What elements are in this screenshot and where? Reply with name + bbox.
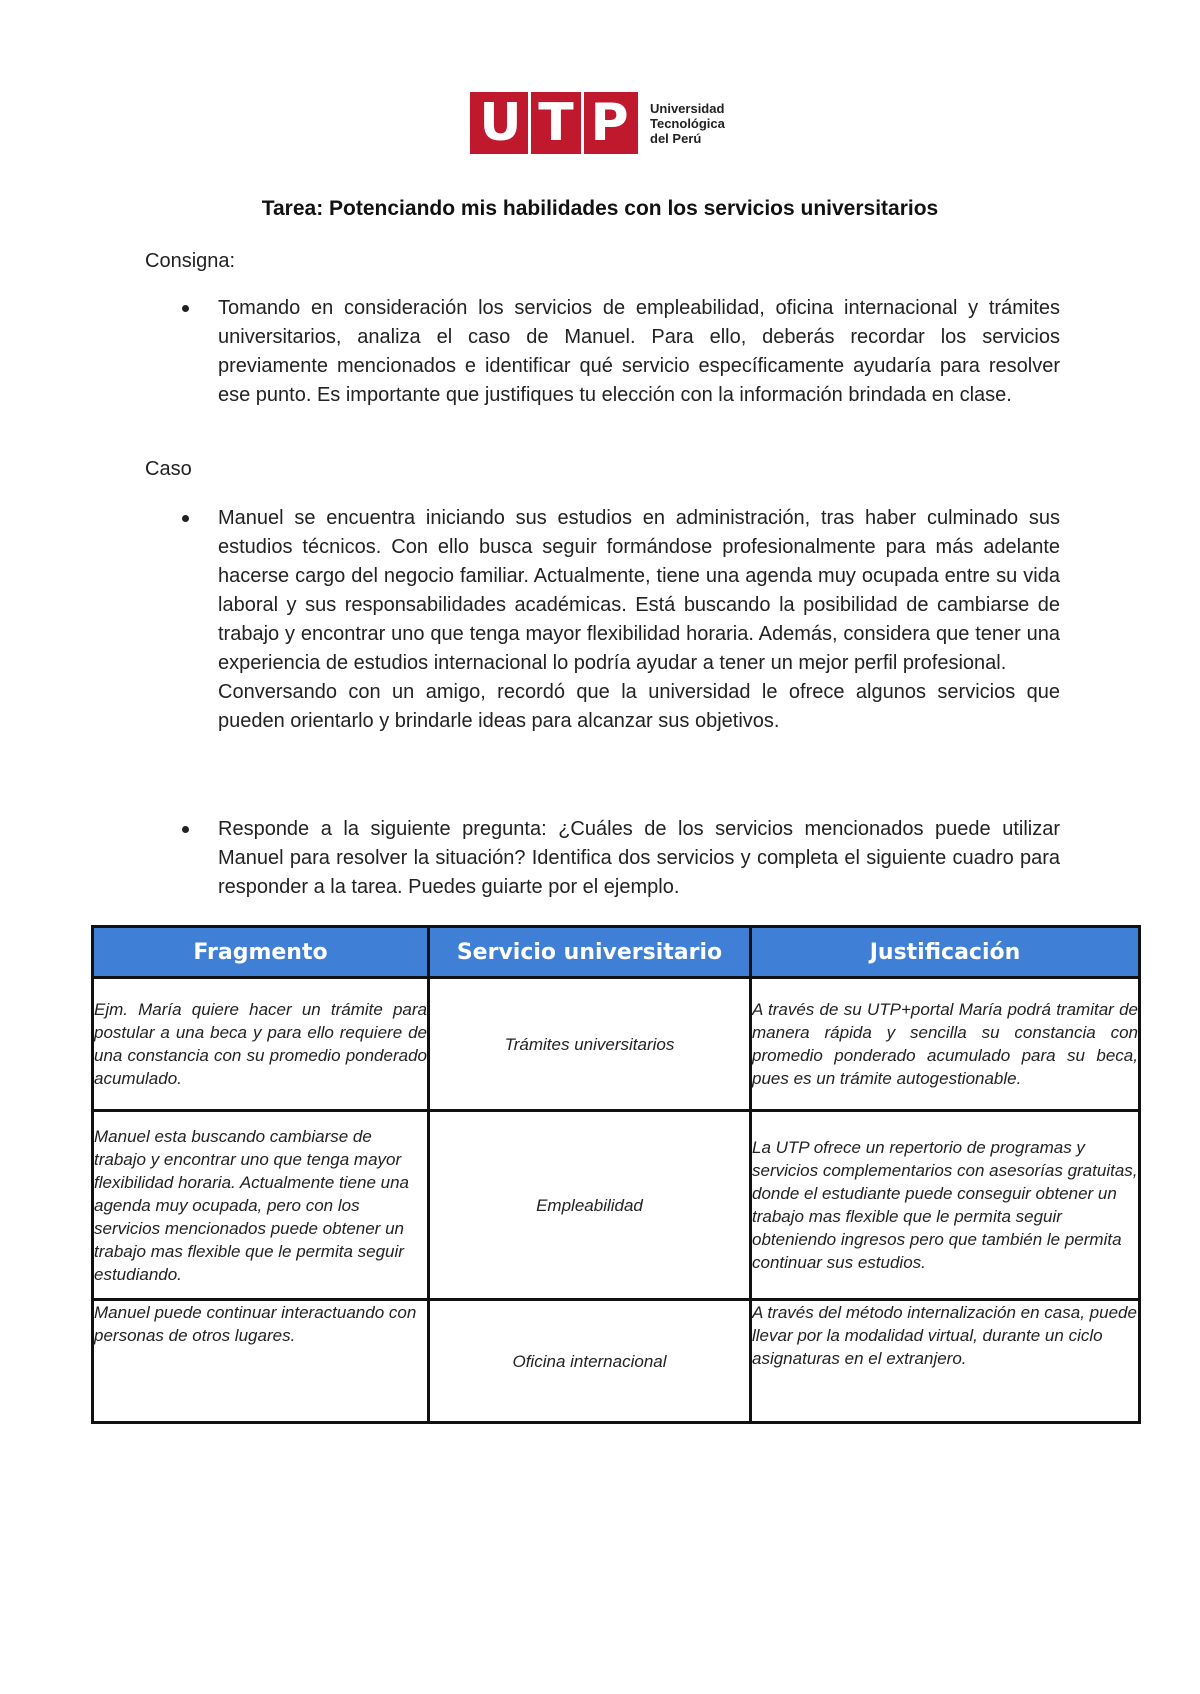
caso-label: Caso [145, 458, 192, 480]
servicio-cell: Oficina internacional [429, 1300, 751, 1423]
header-justificacion: Justificación [751, 927, 1140, 978]
table-row [93, 978, 1140, 1111]
servicio-cell: Empleabilidad [429, 1111, 751, 1300]
header-servicio: Servicio universitario [429, 927, 751, 978]
justificacion-cell: A través del método internalización en casa, puede llevar por la modalidad virtual, durante un ciclo asignaturas en el extranjero. [751, 1300, 1140, 1423]
table-row [93, 1300, 1140, 1423]
bullet-icon [182, 826, 189, 833]
justificacion-cell: La UTP ofrece un repertorio de programas y servicios complementarios con asesorías gratuitas, donde el estudiante puede conseguir obtener un trabajo mas flexible que le permita seguir obteniendo ingresos pero que también le permita continuar sus estudios. [751, 1111, 1140, 1300]
table-header-row [93, 927, 1140, 978]
logo-letter-p: P [590, 93, 629, 153]
consigna-text: Tomando en consideración los servicios de empleabilidad, oficina internacional y trámites universitarios, analiza el caso de Manuel. Para ello, deberás recordar los servicios previamente mencionados e identificar qué servicio específicamente ayudaría para resolver ese punto. Es importante que justifiques tu elección con la información brindada en clase. [218, 297, 1060, 406]
servicio-cell: Trámites universitarios [429, 978, 751, 1111]
bullet-icon [182, 515, 189, 522]
answer-table [91, 925, 1141, 1424]
consigna-label: Consigna: [145, 250, 236, 272]
fragmento-cell: Ejm. María quiere hacer un trámite para postular a una beca y para ello requiere de una constancia con su promedio ponderado acumulado. [93, 978, 429, 1111]
utp-logo [470, 92, 725, 154]
logo-block [470, 92, 638, 154]
header-fragmento: Fragmento [93, 927, 429, 978]
caso-paragraph-2: Conversando con un amigo, recordó que la universidad le ofrece algunos servicios que pueden orientarlo y brindarle ideas para alcanzar sus objetivos. [218, 681, 1060, 732]
pregunta-bullet [182, 815, 1060, 902]
caso-bullet [182, 504, 1060, 736]
logo-text: Universidad Tecnológica del Perú [650, 100, 725, 146]
page-title: Tarea: Potenciando mis habilidades con los servicios universitarios [261, 197, 939, 220]
consigna-bullet [182, 294, 1060, 410]
table-row [93, 1111, 1140, 1300]
bullet-icon [182, 305, 189, 312]
fragmento-cell: Manuel puede continuar interactuando con personas de otros lugares. [93, 1300, 429, 1423]
fragmento-cell: Manuel esta buscando cambiarse de trabajo y encontrar uno que tenga mayor flexibilidad horaria. Actualmente tiene una agenda muy ocupada, pero con los servicios mencionados puede obtener un trabajo mas flexible que le permita seguir estudiando. [93, 1111, 429, 1300]
justificacion-cell: A través de su UTP+portal María podrá tramitar de manera rápida y sencilla su constancia con promedio ponderado acumulado para su beca, pues es un trámite autogestionable. [751, 978, 1140, 1111]
logo-letter-u: U [479, 93, 522, 153]
logo-letter-t: T [538, 93, 574, 153]
caso-paragraph-1: Manuel se encuentra iniciando sus estudios en administración, tras haber culminado sus estudios técnicos. Con ello busca seguir formándose profesionalmente para más adelante hacerse cargo del negocio familiar. Actualmente, tiene una agenda muy ocupada entre su vida laboral y sus responsabilidades académicas. Está buscando la posibilidad de cambiarse de trabajo y encontrar uno que tenga mayor flexibilidad horaria. Además, considera que tener una experiencia de estudios internacional lo podría ayudar a tener un mejor perfil profesional. [218, 507, 1060, 674]
pregunta-text: Responde a la siguiente pregunta: ¿Cuáles de los servicios mencionados puede utilizar Manuel para resolver la situación? Identifica dos servicios y completa el siguiente cuadro para responder a la tarea. Puedes guiarte por el ejemplo. [218, 818, 1060, 898]
